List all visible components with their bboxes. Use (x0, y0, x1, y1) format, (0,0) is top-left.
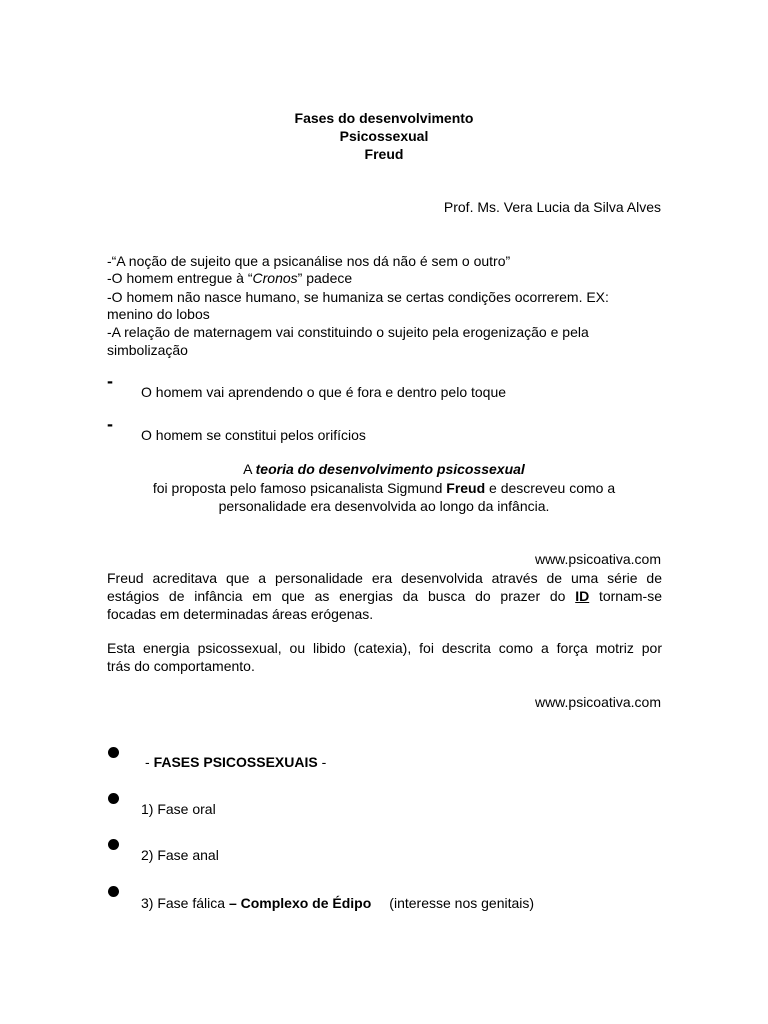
dash-item-1: O homem vai aprendendo o que é fora e dentro pelo toque (141, 384, 507, 400)
intro-line-5: -A relação de maternagem vai constituindo o sujeito pela erogenização e pela (107, 324, 589, 340)
intro-line-4: menino do lobos (107, 306, 210, 322)
dash-bullet-2: - (107, 414, 113, 434)
bullet-dot (108, 886, 119, 897)
bullet-dot (108, 793, 119, 804)
dash-item-2: O homem se constitui pelos orifícios (141, 427, 366, 443)
theory-line-2: foi proposta pelo famoso psicanalista Sigmund Freud e descreveu como a (152, 480, 616, 496)
title-line-3: Freud (364, 146, 404, 162)
phase-item-falica: 3) Fase fálica – Complexo de Édipo (interesse nos genitais) (141, 895, 535, 911)
paragraph-libido-line-2: trás do comportamento. (107, 658, 255, 674)
bullet-dot (108, 747, 119, 758)
paragraph-libido-line-1: Esta energia psicossexual, ou libido (catexia), foi descrita como a força motriz por (107, 640, 662, 656)
source-link-2[interactable]: www.psicoativa.com (534, 694, 661, 710)
paragraph-freud-line-2: estágios de infância em que as energias da busca do prazer do ID tornam-se (107, 588, 662, 604)
paragraph-freud-line-1: Freud acreditava que a personalidade era desenvolvida através de uma série de (107, 570, 662, 586)
dash-bullet-1: - (107, 371, 113, 391)
intro-line-2: -O homem entregue à “Cronos” padece (107, 270, 353, 286)
source-link-1[interactable]: www.psicoativa.com (534, 551, 661, 567)
phases-heading: - FASES PSICOSSEXUAIS - (145, 754, 327, 770)
paragraph-freud (107, 569, 662, 623)
bullet-dot (108, 839, 119, 850)
theory-line-3: personalidade era desenvolvida ao longo da infância. (218, 498, 550, 514)
intro-line-6: simbolização (107, 342, 188, 358)
intro-line-3: -O homem não nasce humano, se humaniza se certas condições ocorrerem. EX: (107, 289, 609, 305)
title-line-1: Fases do desenvolvimento (294, 110, 474, 126)
theory-line-1: A teoria do desenvolvimento psicossexual (243, 461, 525, 477)
complexo-edipo: – Complexo de Édipo (228, 895, 372, 911)
author-line: Prof. Ms. Vera Lucia da Silva Alves (443, 199, 661, 215)
cronos-emphasis: Cronos (252, 270, 298, 286)
id-term: ID (575, 588, 590, 604)
paragraph-libido (107, 639, 662, 675)
phase-item-oral: 1) Fase oral (141, 801, 216, 817)
intro-line-1: -“A noção de sujeito que a psicanálise nos dá não é sem o outro” (107, 253, 511, 269)
freud-name: Freud (446, 480, 486, 496)
title-line-2: Psicossexual (339, 128, 429, 144)
phase-item-anal: 2) Fase anal (141, 847, 219, 863)
paragraph-freud-line-3: focadas em determinadas áreas erógenas. (107, 606, 374, 622)
theory-title: teoria do desenvolvimento psicossexual (255, 461, 525, 477)
